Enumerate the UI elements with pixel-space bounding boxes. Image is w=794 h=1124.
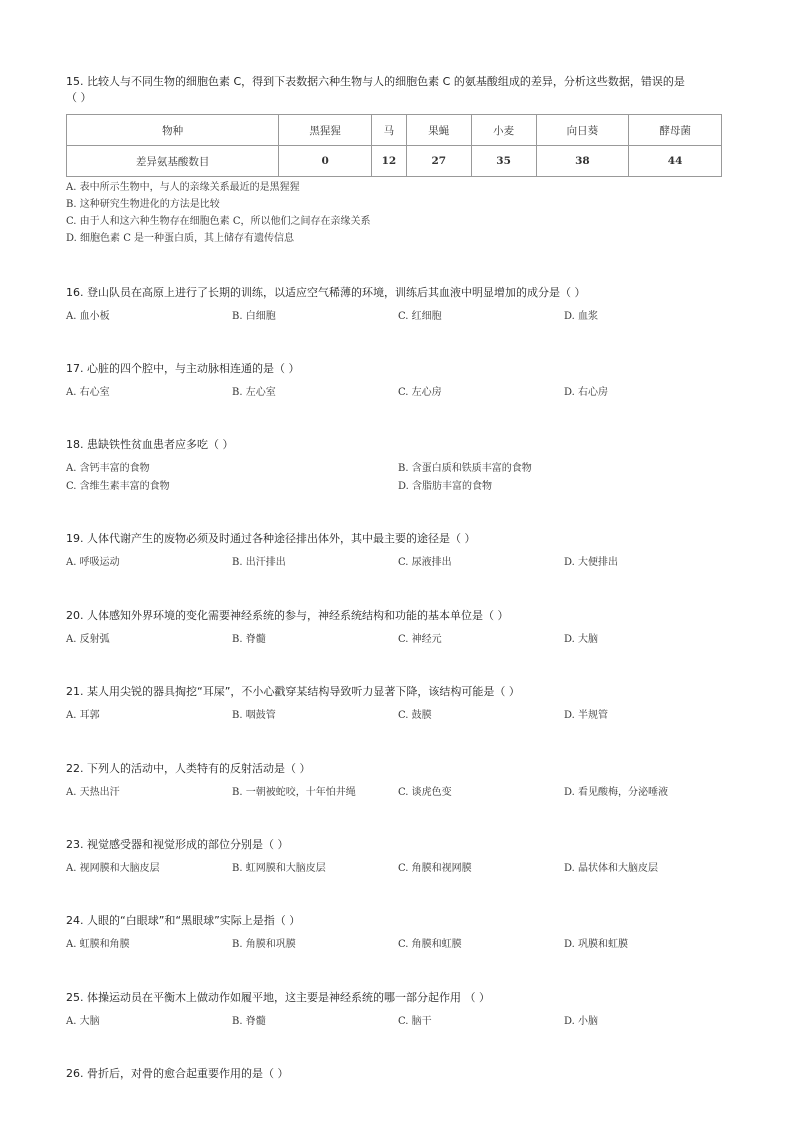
option-b: B. 左心室 bbox=[232, 387, 276, 398]
option-b: B. 白细胞 bbox=[232, 311, 276, 322]
option-row bbox=[66, 935, 736, 951]
option-a: A. 虹膜和角膜 bbox=[66, 939, 130, 950]
option-d: D. 大便排出 bbox=[564, 557, 619, 568]
question-stem: 26. 骨折后，对骨的愈合起重要作用的是（ ） bbox=[66, 1067, 289, 1080]
option-a: A. 反射弧 bbox=[66, 634, 110, 645]
option-a: A. 右心室 bbox=[66, 387, 110, 398]
option-c: C. 尿液排出 bbox=[398, 557, 452, 568]
option-a: A. 表中所示生物中，与人的亲缘关系最近的是黑猩猩 bbox=[66, 182, 300, 193]
question-stem: 17. 心脏的四个腔中，与主动脉相连通的是（ ） bbox=[66, 362, 300, 375]
option-c: C. 角膜和虹膜 bbox=[398, 939, 462, 950]
question-21 bbox=[66, 684, 736, 722]
question-stem: 24. 人眼的“白眼球”和“黑眼球”实际上是指（ ） bbox=[66, 914, 301, 927]
option-d: D. 看见酸梅，分泌唾液 bbox=[564, 787, 669, 798]
table-header-row bbox=[67, 115, 722, 146]
option-row bbox=[66, 630, 736, 646]
question-stem: 18. 患缺铁性贫血患者应多吃（ ） bbox=[66, 438, 234, 451]
option-b: B. 这种研究生物进化的方法是比较 bbox=[66, 199, 220, 210]
table-cell: 38 bbox=[536, 146, 629, 177]
option-a: A. 血小板 bbox=[66, 311, 110, 322]
option-row bbox=[66, 307, 736, 323]
option-row bbox=[66, 706, 736, 722]
option-b: B. 脊髓 bbox=[232, 1016, 266, 1027]
question-stem: 19. 人体代谢产生的废物必须及时通过各种途径排出体外，其中最主要的途径是（ ） bbox=[66, 532, 476, 545]
option-b: B. 含蛋白质和铁质丰富的食物 bbox=[398, 463, 532, 474]
question-19 bbox=[66, 531, 736, 569]
question-stem: 22. 下列人的活动中，人类特有的反射活动是（ ） bbox=[66, 762, 311, 775]
option-b: B. 虹网膜和大脑皮层 bbox=[232, 863, 326, 874]
option-d: D. 细胞色素 C 是一种蛋白质，其上储存有遗传信息 bbox=[66, 233, 295, 244]
option-row bbox=[66, 553, 736, 569]
option-d: D. 半规管 bbox=[564, 710, 609, 721]
table-cell: 向日葵 bbox=[536, 115, 629, 146]
table-cell: 酵母菌 bbox=[629, 115, 722, 146]
option-d: D. 含脂肪丰富的食物 bbox=[398, 481, 493, 492]
table-cell: 44 bbox=[629, 146, 722, 177]
option-row bbox=[66, 1012, 736, 1028]
table-cell: 12 bbox=[371, 146, 406, 177]
table-cell: 马 bbox=[371, 115, 406, 146]
option-a: A. 耳郭 bbox=[66, 710, 100, 721]
option-c: C. 谈虎色变 bbox=[398, 787, 452, 798]
option-c: C. 鼓膜 bbox=[398, 710, 432, 721]
amino-acid-difference-table bbox=[66, 114, 722, 177]
question-stem: 15. 比较人与不同生物的细胞色素 C，得到下表数据六种生物与人的细胞色素 C 的氨基酸组成的差异，分析这些数据，错误的是 bbox=[66, 75, 685, 88]
option-b: B. 脊髓 bbox=[232, 634, 266, 645]
question-stem: 23. 视觉感受器和视觉形成的部位分别是（ ） bbox=[66, 838, 289, 851]
table-cell: 物种 bbox=[67, 115, 279, 146]
option-d: D. 晶状体和大脑皮层 bbox=[564, 863, 659, 874]
option-c: C. 由于人和这六种生物存在细胞色素 C，所以他们之间存在亲缘关系 bbox=[66, 216, 371, 227]
question-17 bbox=[66, 361, 736, 399]
option-a: A. 呼吸运动 bbox=[66, 557, 120, 568]
question-25 bbox=[66, 990, 736, 1028]
table-row bbox=[67, 146, 722, 177]
table-cell: 小麦 bbox=[471, 115, 536, 146]
option-b: B. 一朝被蛇咬，十年怕井绳 bbox=[232, 787, 356, 798]
table-cell: 27 bbox=[406, 146, 471, 177]
question-stem: 25. 体操运动员在平衡木上做动作如履平地，这主要是神经系统的哪一部分起作用 （ ） bbox=[66, 991, 490, 1004]
option-c: C. 含维生素丰富的食物 bbox=[66, 481, 170, 492]
option-row bbox=[66, 783, 736, 799]
question-stem: 21. 某人用尖锐的器具掏挖“耳屎”，不小心戳穿某结构导致听力显著下降，该结构可能是（ ） bbox=[66, 685, 520, 698]
option-c: C. 神经元 bbox=[398, 634, 442, 645]
option-c: C. 角膜和视网膜 bbox=[398, 863, 472, 874]
option-d: D. 右心房 bbox=[564, 387, 609, 398]
question-stem: 20. 人体感知外界环境的变化需要神经系统的参与，神经系统结构和功能的基本单位是（ ） bbox=[66, 609, 509, 622]
option-c: C. 左心房 bbox=[398, 387, 442, 398]
option-a: A. 天热出汗 bbox=[66, 787, 120, 798]
option-d: D. 小脑 bbox=[564, 1016, 599, 1027]
table-cell: 0 bbox=[279, 146, 372, 177]
question-22 bbox=[66, 761, 736, 799]
table-cell: 黑猩猩 bbox=[279, 115, 372, 146]
option-b: B. 咽鼓管 bbox=[232, 710, 276, 721]
table-cell: 果蝇 bbox=[406, 115, 471, 146]
option-a: A. 大脑 bbox=[66, 1016, 100, 1027]
option-row bbox=[66, 383, 736, 399]
option-grid bbox=[66, 459, 736, 493]
question-15 bbox=[66, 74, 736, 247]
option-c: C. 红细胞 bbox=[398, 311, 442, 322]
question-stem-cont: （ ） bbox=[66, 91, 92, 104]
option-d: D. 巩膜和虹膜 bbox=[564, 939, 629, 950]
option-b: B. 角膜和巩膜 bbox=[232, 939, 296, 950]
question-26 bbox=[66, 1066, 736, 1082]
option-a: A. 含钙丰富的食物 bbox=[66, 463, 150, 474]
option-c: C. 脑干 bbox=[398, 1016, 432, 1027]
option-row bbox=[66, 859, 736, 875]
question-stem: 16. 登山队员在高原上进行了长期的训练，以适应空气稀薄的环境，训练后其血液中明显增加的成分是（ ） bbox=[66, 286, 586, 299]
table-cell: 差异氨基酸数目 bbox=[67, 146, 279, 177]
question-23 bbox=[66, 837, 736, 875]
option-d: D. 血浆 bbox=[564, 311, 599, 322]
question-20 bbox=[66, 608, 736, 646]
question-24 bbox=[66, 913, 736, 951]
option-d: D. 大脑 bbox=[564, 634, 599, 645]
option-a: A. 视网膜和大脑皮层 bbox=[66, 863, 160, 874]
question-16 bbox=[66, 285, 736, 323]
table-cell: 35 bbox=[471, 146, 536, 177]
question-18 bbox=[66, 437, 736, 493]
option-b: B. 出汗排出 bbox=[232, 557, 286, 568]
option-list bbox=[66, 179, 736, 247]
